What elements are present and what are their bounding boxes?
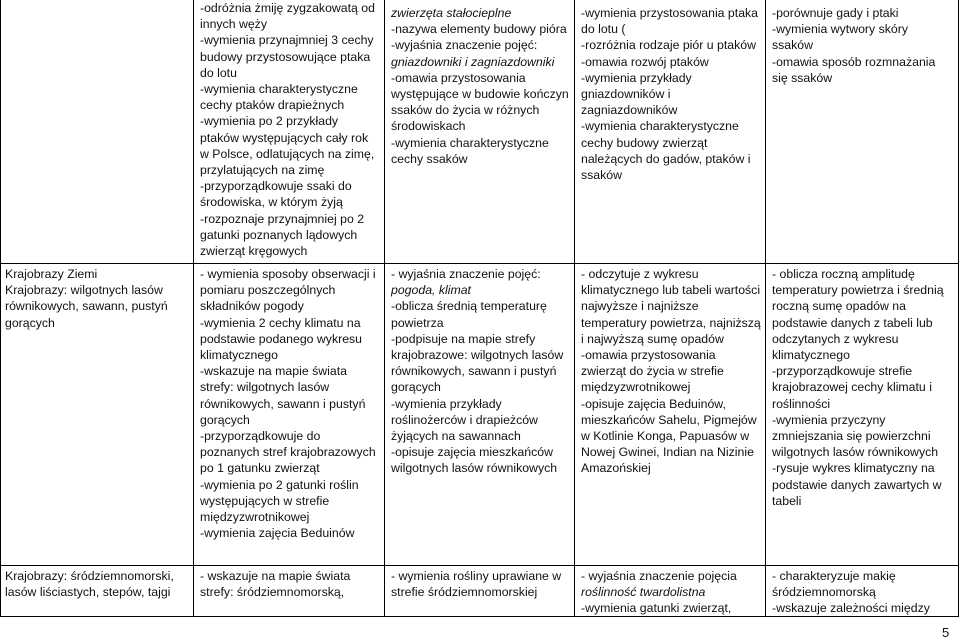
page-number: 5 — [942, 625, 950, 640]
requirements-cell: - wymienia rośliny uprawiane w strefie śródziemnomorskiej — [391, 569, 562, 600]
requirements-cell: -porównuje gady i ptaki -wymienia wytwory skóry ssaków -omawia sposób rozmnażania się ssaków — [772, 6, 936, 85]
italic-term: roślinność twardolistna — [581, 585, 706, 600]
italic-term: gniazdowniki i zagniazdowniki — [391, 54, 555, 69]
requirements-cell: -odróżnia żmiję zygzakowatą od innych węży -wymienia przynajmniej 3 cechy budowy przystosowujące ptaka do lotu -wymienia charakterystyczne cechy ptaków drapieżnych -wymienia po 2 przykłady ptaków występujących cały rok w Polsce, odlatujących na zimę, przylatujących na zimę -przyporządkowuje ssaki do środowiska, w którym żyją -rozpoznaje przynajmniej po 2 gatunki poznanych lądowych zwierząt kręgowych — [200, 1, 375, 259]
column-divider — [574, 0, 575, 617]
table-border-left — [0, 0, 1, 617]
requirements-cell: - wymienia sposoby obserwacji i pomiaru poszczególnych składników pogody -wymienia 2 cechy klimatu na podstawie podanego wykresu klimatycznego -wskazuje na mapie świata strefy: wilgotnych lasów równikowych, sawann i pustyń gorących -przyporządkowuje do poznanych stref krajobrazowych po 1 gatunku zwierząt -wymienia po 2 gatunki roślin występujących w strefie międzyzwrotnikowej -wymienia zajęcia Beduinów — [200, 267, 376, 541]
requirements-cell: - odczytuje z wykresu klimatycznego lub tabeli wartości najwyższe i najniższe temperatury powietrza, najniższą i najwyższą sumę opadów -omawia przystosowania zwierząt do życia w strefie międzyzwrotnikowej -opisuje zajęcia Beduinów, mieszkańców Sahelu, Pigmejów w Kotlinie Konga, Papuasów w Nowej Gwinei, Indian na Nizinie Amazońskiej — [581, 267, 761, 476]
text-line: -nazywa elementy budowy pióra — [391, 22, 567, 37]
text-line: - wyjaśnia znaczenie pojęcia — [581, 569, 737, 583]
text-line: -wyjaśnia znaczenie pojęć: — [391, 38, 538, 53]
column-divider — [765, 0, 766, 617]
italic-term: pogoda, klimat — [391, 283, 471, 298]
text-line: -omawia przystosowania występujące w budowie kończyn ssaków do życia w różnych środowiskach -wymienia charakterystyczne cechy ssaków — [391, 70, 569, 166]
italic-term: zwierzęta stałocieplne — [391, 6, 512, 20]
requirements-cell — [391, 266, 571, 477]
row-divider — [0, 565, 959, 566]
region-cell: Krajobrazy Ziemi Krajobrazy: wilgotnych lasów równikowych, sawann, pustyń gorących — [5, 267, 168, 330]
text-line: -oblicza średnią temperaturę powietrza -podpisuje na mapie strefy krajobrazowe: wilgotnych lasów równikowych, sawann i pustyń gorących -wymienia przykłady roślinożerców i drapieżców żyjących na sawannach -opisuje zajęcia mieszkańców wilgotnych lasów równikowych — [391, 299, 564, 476]
requirements-cell — [391, 5, 571, 167]
requirements-cell — [581, 568, 761, 617]
requirements-cell: - oblicza roczną amplitudę temperatury powietrza i średnią roczną sumę opadów na podstawie danych z tabeli lub odczytanych z wykresu klimatycznego -przyporządkowuje strefie krajobrazowej cechy klimatu i roślinności -wymienia przyczyny zmniejszania się powierzchni wilgotnych lasów równikowych -rysuje wykres klimatyczny na podstawie danych zawartych w tabeli — [772, 267, 944, 508]
text-line: -wymienia gatunki zwierząt, — [581, 601, 732, 616]
region-cell: Krajobrazy: śródziemnomorski, lasów liściastych, stepów, tajgi — [5, 569, 174, 600]
requirements-cell: -wymienia przystosowania ptaka do lotu ( -rozróżnia rodzaje piór u ptaków -omawia rozwój ptaków -wymienia przykłady gniazdowników i zagniazdowników -wymienia charakterystyczne cechy budowy zwierząt należących do gadów, ptaków i ssaków — [581, 6, 759, 183]
requirements-cell: - wskazuje na mapie świata strefy: śródziemnomorską, — [200, 569, 351, 600]
column-divider — [384, 0, 385, 617]
requirements-cell: - charakteryzuje makię śródziemnomorską -wskazuje zależności między — [772, 569, 930, 616]
column-divider — [193, 0, 194, 617]
text-line: - wyjaśnia znaczenie pojęć: — [391, 267, 541, 281]
row-divider — [0, 263, 959, 264]
